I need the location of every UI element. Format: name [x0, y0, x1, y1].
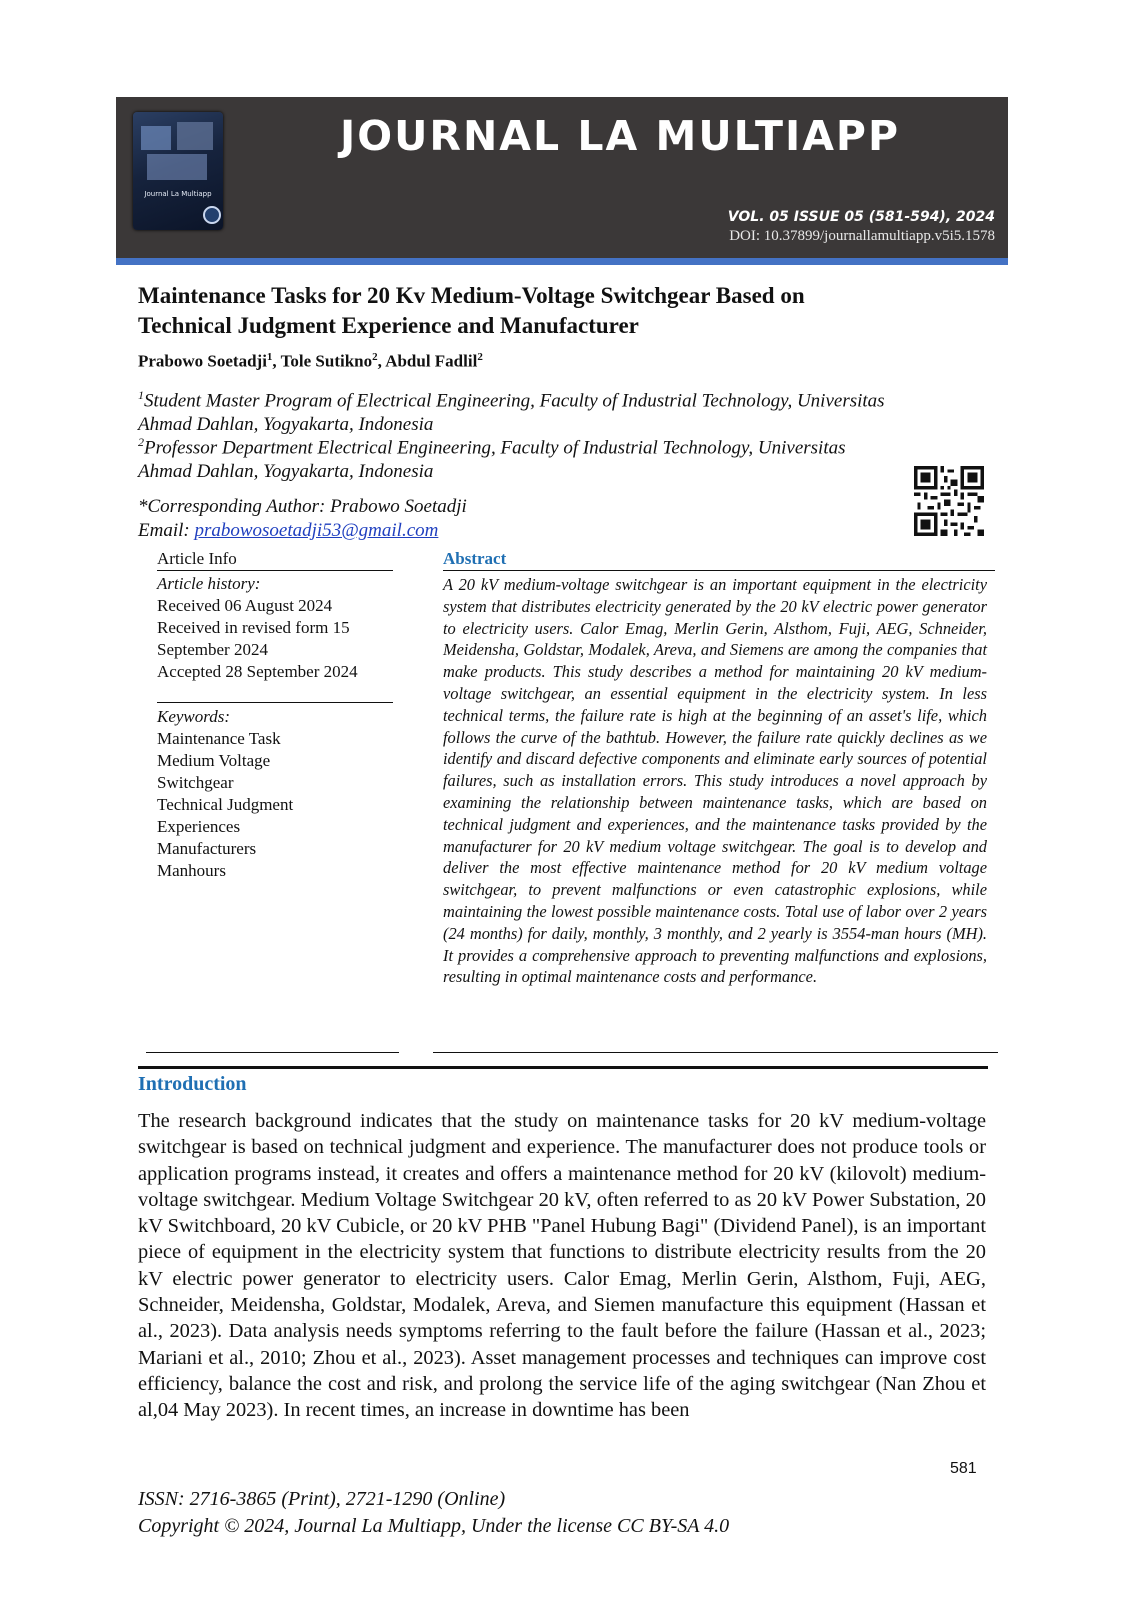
abstract-heading: Abstract — [443, 549, 995, 571]
revised-date-line-2: September 2024 — [157, 640, 268, 659]
keyword: Manufacturers — [157, 839, 257, 858]
affiliation-2 — [138, 430, 968, 484]
cover-label: Journal La Multiapp — [144, 190, 212, 198]
affiliation-line: Ahmad Dahlan, Yogyakarta, Indonesia — [138, 414, 434, 436]
info-bottom-rule — [146, 1052, 399, 1053]
author-affiliation-mark: 2 — [477, 351, 483, 363]
affiliation-line: Professor Department Electrical Engineering, Faculty of Industrial Technology, Universitas — [144, 437, 846, 459]
keyword: Maintenance Task — [157, 729, 281, 748]
cover-badge-icon — [203, 206, 221, 224]
author-list — [138, 351, 483, 372]
affiliation-line: Student Master Program of Electrical Engineering, Faculty of Industrial Technology, Universitas — [144, 390, 885, 412]
page-number: 581 — [950, 1460, 977, 1477]
keyword: Technical Judgment — [157, 795, 294, 814]
author-name: Prabowo Soetadji — [138, 351, 267, 371]
paper-title — [138, 281, 998, 341]
abstract-bottom-rule — [433, 1052, 998, 1053]
author-affiliation-mark: 1 — [266, 351, 273, 363]
article-info-heading: Article Info — [157, 549, 393, 571]
issn-line: ISSN: 2716-3865 (Print), 2721-1290 (Online) — [138, 1488, 506, 1510]
introduction-text: The research background indicates that the study on maintenance tasks for 20 kV medium-voltage switchgear is based on technical judgment and experience. The manufacturer does not produce tools or application programs instead, it creates and offers a maintenance method for 20 kV (kilovolt) medium-voltage switchgear. Medium Voltage Switchgear 20 kV, often referred to as 20 kV Power Substation, 20 kV Switchboard, 20 kV Cubicle, or 20 kV PHB "Panel Hubung Bagi" (Dividend Panel), is an important piece of equipment in the electricity system that functions to distribute electricity results from the 20 kV electric power generator to electricity users. Calor Emag, Merlin Gerin, Alsthom, Fuji, AEG, Schneider, Meidensha, Goldstar, Modalek, Areva, and Siemen manufacture this equipment (Hassan et al., 2023). Data analysis needs symptoms referring to the fault before the failure (Hassan et al., 2023; Mariani et al., 2010; Zhou et al., 2023). Asset management processes and techniques can improve cost efficiency, balance the cost and risk, and prolong the service life of the aging switchgear (Nan Zhou et al,04 May 2023). In recent times, an increase in downtime has been — [138, 1110, 986, 1422]
info-divider — [157, 702, 393, 703]
email-label: Email: — [138, 520, 195, 541]
volume-info: VOL. 05 ISSUE 05 (581-594), 2024 — [727, 209, 995, 225]
author-separator: , — [272, 351, 281, 371]
journal-cover-image — [133, 112, 223, 230]
accepted-date: Accepted 28 September 2024 — [157, 662, 358, 681]
keyword: Switchgear — [157, 773, 234, 792]
affiliation-mark: 1 — [138, 388, 144, 402]
abstract-text: A 20 kV medium-voltage switchgear is an important equipment in the electricity system that distributes electricity generated by the 20 kV electric power generator to electricity users. Calor Emag, Merlin Gerin, Alsthom, Fuji, AEG, Schneider, Meidensha, Goldstar, Modalek, Areva, and Siemens are among the companies that make products. This study describes a method for maintaining 20 kV medium-voltage switchgear, an essential equipment in the electricity system. In less technical terms, the failure rate is high at the beginning of an asset's life, which follows the curve of the bathtub. However, the failure rate quickly declines as we identify and discard defective components and eliminate early sources of potential failures, such as installation errors. This study introduces a novel approach by examining the relationship between maintenance tasks, which are based on technical judgment and experiences, and the maintenance tasks provided by the manufacturer for 20 kV medium voltage switchgear. The goal is to develop and deliver the most effective maintenance method for 20 kV medium voltage switchgear, to prevent malfunctions or even catastrophic explosions, while maintaining the lowest possible maintenance costs. Total use of labor over 2 years (24 months) for daily, monthly, 3 monthly, and 2 yearly is 3554-man hours (MH). It provides a comprehensive approach to preventing malfunctions and explosions, resulting in optimal maintenance costs and performance. — [443, 575, 987, 987]
introduction-heading: Introduction — [138, 1073, 247, 1095]
paper-title-line-1: Maintenance Tasks for 20 Kv Medium-Voltage Switchgear Based on — [138, 283, 805, 308]
banner-accent-bar — [116, 258, 1008, 265]
paper-title-line-2: Technical Judgment Experience and Manufacturer — [138, 313, 639, 338]
author-name: Tole Sutikno — [280, 351, 373, 371]
affiliation-mark: 2 — [138, 435, 144, 449]
keyword: Experiences — [157, 817, 241, 836]
author-affiliation-mark: 2 — [372, 351, 378, 363]
affiliation-line: Ahmad Dahlan, Yogyakarta, Indonesia — [138, 461, 434, 483]
doi: DOI: 10.37899/journallamultiapp.v5i5.1578 — [729, 228, 995, 244]
received-date: Received 06 August 2024 — [157, 596, 333, 615]
copyright-line: Copyright © 2024, Journal La Multiapp, Under the license CC BY-SA 4.0 — [138, 1515, 730, 1537]
author-name: Abdul Fadlil — [385, 351, 478, 371]
revised-date-line-1: Received in revised form 15 — [157, 618, 350, 637]
section-divider — [138, 1066, 988, 1069]
email-link[interactable]: prabowosoetadji53@gmail.com — [194, 520, 439, 541]
keyword: Medium Voltage — [157, 751, 271, 770]
email-line — [138, 520, 438, 542]
journal-name: JOURNAL LA MULTIAPP — [340, 112, 901, 160]
author-separator: , — [377, 351, 386, 371]
article-history-label: Article history: — [157, 574, 261, 593]
corresponding-author: *Corresponding Author: Prabowo Soetadji — [138, 496, 467, 517]
qr-code-icon — [914, 466, 984, 536]
keywords-label: Keywords: — [157, 707, 231, 726]
keyword: Manhours — [157, 861, 226, 880]
